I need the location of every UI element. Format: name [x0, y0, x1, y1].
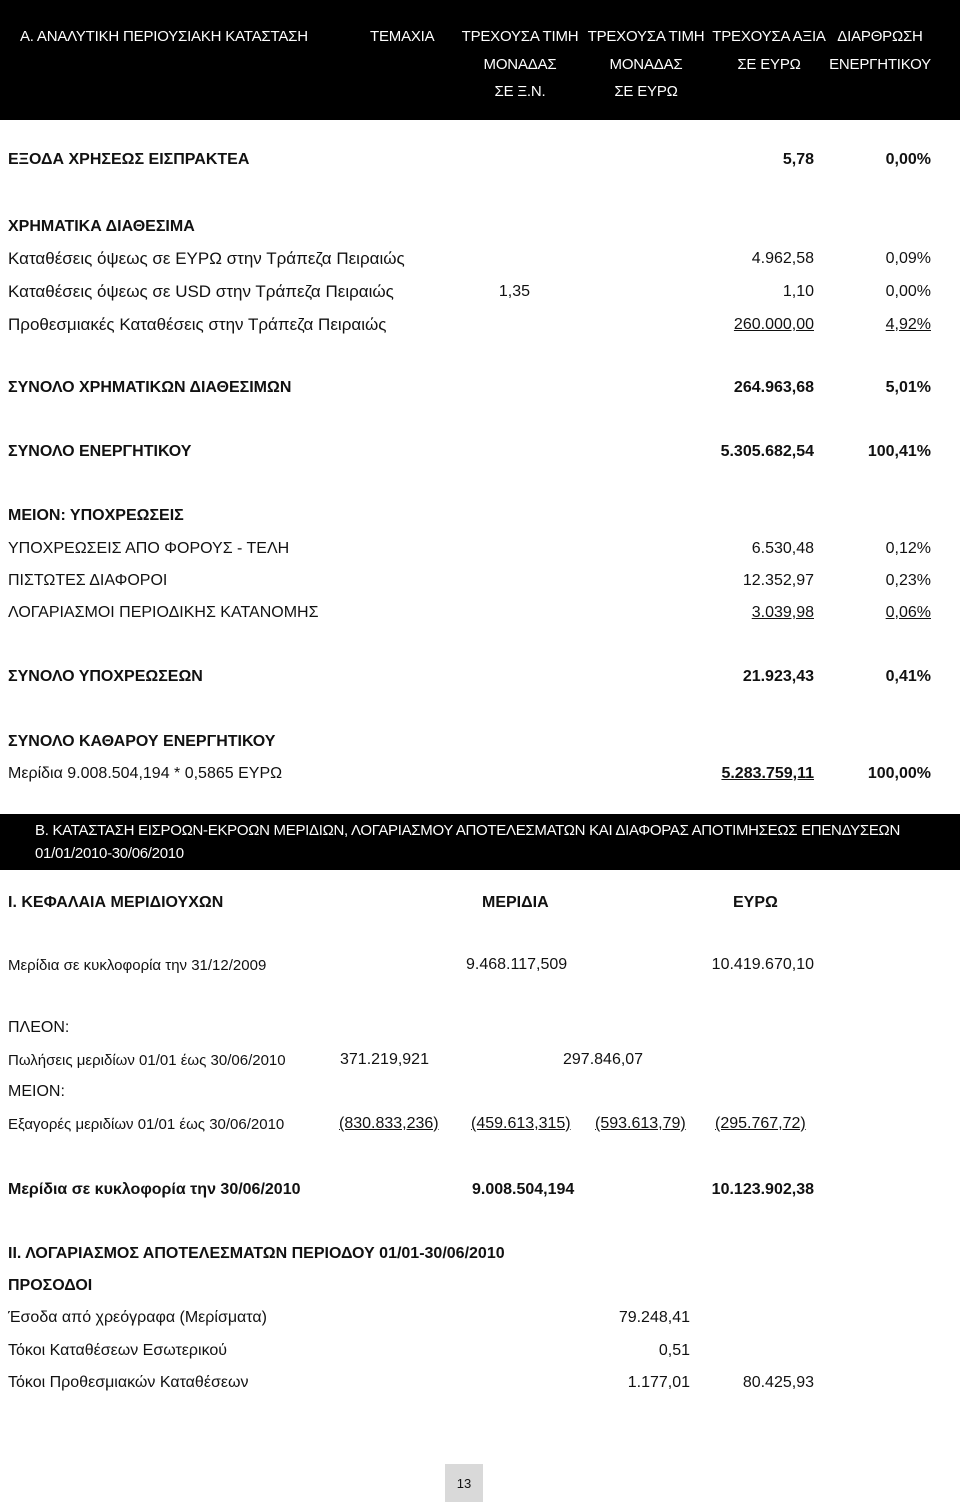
opening-eur: 10.419.670,10: [711, 956, 814, 973]
income-row-label: Τόκοι Προθεσμιακών Καταθέσεων: [8, 1374, 249, 1391]
sales-eur: 297.846,07: [563, 1051, 644, 1068]
cash-row-value: 260.000,00: [733, 316, 814, 333]
cash-row-label: Καταθέσεις όψεως σε ΕΥΡΩ στην Τράπεζα Πειραιώς: [8, 249, 405, 268]
col-header-price-eur-2: ΜΟΝΑΔΑΣ: [609, 56, 683, 73]
col-header-price-fx-1: ΤΡΕΧΟΥΣΑ ΤΙΜΗ: [461, 28, 579, 45]
table-header-band: [0, 0, 960, 120]
cash-title: ΧΡΗΜΑΤΙΚΑ ΔΙΑΘΕΣΙΜΑ: [8, 218, 195, 235]
redemptions-eur: (593.613,79): [595, 1115, 686, 1132]
receivables-value: 5,78: [782, 151, 814, 168]
capital-col-eur: ΕΥΡΩ: [733, 894, 778, 911]
cash-row-value: 4.962,58: [751, 250, 814, 267]
net-assets-pct: 100,00%: [867, 765, 931, 782]
redemptions-net-units: (459.613,315): [471, 1115, 571, 1132]
cash-total-value: 264.963,68: [733, 379, 814, 396]
net-assets-units: Μερίδια 9.008.504,194 * 0,5865 ΕΥΡΩ: [8, 765, 283, 782]
opening-units-label: Μερίδια σε κυκλοφορία την 31/12/2009: [8, 957, 267, 974]
cash-row-pct: 4,92%: [885, 316, 931, 333]
col-header-value-1: ΤΡΕΧΟΥΣΑ ΑΞΙΑ: [712, 28, 826, 45]
section-b-band: [0, 814, 960, 870]
cash-row-pct: 0,09%: [885, 250, 931, 267]
section-b-title: Β. ΚΑΤΑΣΤΑΣΗ ΕΙΣΡΟΩΝ-ΕΚΡΟΩΝ ΜΕΡΙΔΙΩΝ, ΛΟΓΑΡΙΑΣΜΟΥ ΑΠΟΤΕΛΕΣΜΑΤΩΝ ΚΑΙ ΔΙΑΦΟΡΑΣ ΑΠΟΤΙΜΗΣΕΩΣ ΕΠΕΝΔΥΣΕΩΝ: [35, 822, 901, 839]
closing-eur: 10.123.902,38: [711, 1181, 814, 1198]
minus-label: ΜΕΙΟΝ:: [8, 1083, 65, 1100]
opening-units: 9.468.117,509: [466, 956, 568, 973]
receivables-label: ΕΞΟΔΑ ΧΡΗΣΕΩΣ ΕΙΣΠΡΑΚΤΕΑ: [8, 151, 250, 168]
page-number: 13: [445, 1464, 483, 1502]
results-title: ΙΙ. ΛΟΓΑΡΙΑΣΜΟΣ ΑΠΟΤΕΛΕΣΜΑΤΩΝ ΠΕΡΙΟΔΟΥ 01/01-30/06/2010: [8, 1245, 505, 1262]
liability-row-label: ΠΙΣΤΩΤΕΣ ΔΙΑΦΟΡΟΙ: [8, 572, 168, 589]
income-row-value: 0,51: [658, 1342, 690, 1359]
liability-row-pct: 0,23%: [885, 572, 931, 589]
section-a-title: Α. ΑΝΑΛΥΤΙΚΗ ΠΕΡΙΟΥΣΙΑΚΗ ΚΑΤΑΣΤΑΣΗ: [20, 28, 308, 45]
cash-row-pct: 0,00%: [885, 283, 931, 300]
net-assets-label: ΣΥΝΟΛΟ ΚΑΘΑΡΟΥ ΕΝΕΡΓΗΤΙΚΟΥ: [8, 733, 276, 750]
cash-total-pct: 5,01%: [885, 379, 931, 396]
income-title: ΠΡΟΣΟΔΟΙ: [8, 1277, 93, 1294]
liability-row-label: ΥΠΟΧΡΕΩΣΕΙΣ ΑΠΟ ΦΟΡΟΥΣ - ΤΕΛΗ: [8, 540, 290, 557]
total-assets-pct: 100,41%: [867, 443, 931, 460]
liability-row-pct: 0,12%: [885, 540, 931, 557]
cash-total-label: ΣΥΝΟΛΟ ΧΡΗΜΑΤΙΚΩΝ ΔΙΑΘΕΣΙΜΩΝ: [8, 379, 292, 396]
income-row-value: 79.248,41: [618, 1309, 690, 1326]
plus-label: ΠΛΕΟΝ:: [8, 1019, 70, 1036]
col-header-price-eur-1: ΤΡΕΧΟΥΣΑ ΤΙΜΗ: [587, 28, 705, 45]
liabilities-title: ΜΕΙΟΝ: ΥΠΟΧΡΕΩΣΕΙΣ: [8, 507, 184, 524]
section-b-period: 01/01/2010-30/06/2010: [35, 845, 184, 862]
income-row-label: Τόκοι Καταθέσεων Εσωτερικού: [8, 1342, 228, 1359]
cash-row-fx: 1,35: [498, 283, 530, 300]
redemptions-label: Εξαγορές μεριδίων 01/01 έως 30/06/2010: [8, 1116, 285, 1133]
redemptions-net-eur: (295.767,72): [715, 1115, 806, 1132]
liabilities-total-pct: 0,41%: [885, 668, 931, 685]
col-header-value-2: ΣΕ ΕΥΡΩ: [737, 56, 801, 73]
liability-row-value: 12.352,97: [742, 572, 814, 589]
cash-row-label: Καταθέσεις όψεως σε USD στην Τράπεζα Πειραιώς: [8, 282, 394, 301]
closing-units-label: Μερίδια σε κυκλοφορία την 30/06/2010: [8, 1181, 301, 1198]
col-header-alloc-2: ΕΝΕΡΓΗΤΙΚΟΥ: [829, 56, 931, 73]
col-header-price-eur-3: ΣΕ ΕΥΡΩ: [614, 83, 678, 100]
col-header-alloc-1: ΔΙΑΡΘΡΩΣΗ: [837, 28, 923, 45]
liabilities-total-value: 21.923,43: [742, 668, 814, 685]
liability-row-pct: 0,06%: [885, 604, 931, 621]
redemptions-units: (830.833,236): [339, 1115, 439, 1132]
sales-label: Πωλήσεις μεριδίων 01/01 έως 30/06/2010: [8, 1052, 286, 1069]
net-assets-value: 5.283.759,11: [721, 765, 814, 782]
income-total: 80.425,93: [742, 1374, 814, 1391]
liability-row-value: 6.530,48: [751, 540, 814, 557]
closing-units: 9.008.504,194: [472, 1181, 575, 1198]
total-assets-value: 5.305.682,54: [720, 443, 814, 460]
cash-row-value: 1,10: [782, 283, 814, 300]
liabilities-total-label: ΣΥΝΟΛΟ ΥΠΟΧΡΕΩΣΕΩΝ: [8, 668, 203, 685]
col-header-units: ΤΕΜΑΧΙΑ: [370, 28, 435, 45]
cash-row-label: Προθεσμιακές Καταθέσεις στην Τράπεζα Πειραιώς: [8, 315, 387, 334]
capital-title: Ι. ΚΕΦΑΛΑΙΑ ΜΕΡΙΔΙΟΥΧΩΝ: [8, 894, 224, 911]
receivables-pct: 0,00%: [885, 151, 931, 168]
liability-row-value: 3.039,98: [751, 604, 814, 621]
capital-col-units: ΜΕΡΙΔΙΑ: [482, 894, 549, 911]
total-assets-label: ΣΥΝΟΛΟ ΕΝΕΡΓΗΤΙΚΟΥ: [8, 443, 192, 460]
sales-units: 371.219,921: [340, 1051, 429, 1068]
col-header-price-fx-3: ΣΕ Ξ.Ν.: [494, 83, 546, 100]
liability-row-label: ΛΟΓΑΡΙΑΣΜΟΙ ΠΕΡΙΟΔΙΚΗΣ ΚΑΤΑΝΟΜΗΣ: [8, 604, 319, 621]
income-row-value: 1.177,01: [627, 1374, 690, 1391]
income-row-label: Έσοδα από χρεόγραφα (Μερίσματα): [8, 1309, 267, 1326]
col-header-price-fx-2: ΜΟΝΑΔΑΣ: [483, 56, 557, 73]
